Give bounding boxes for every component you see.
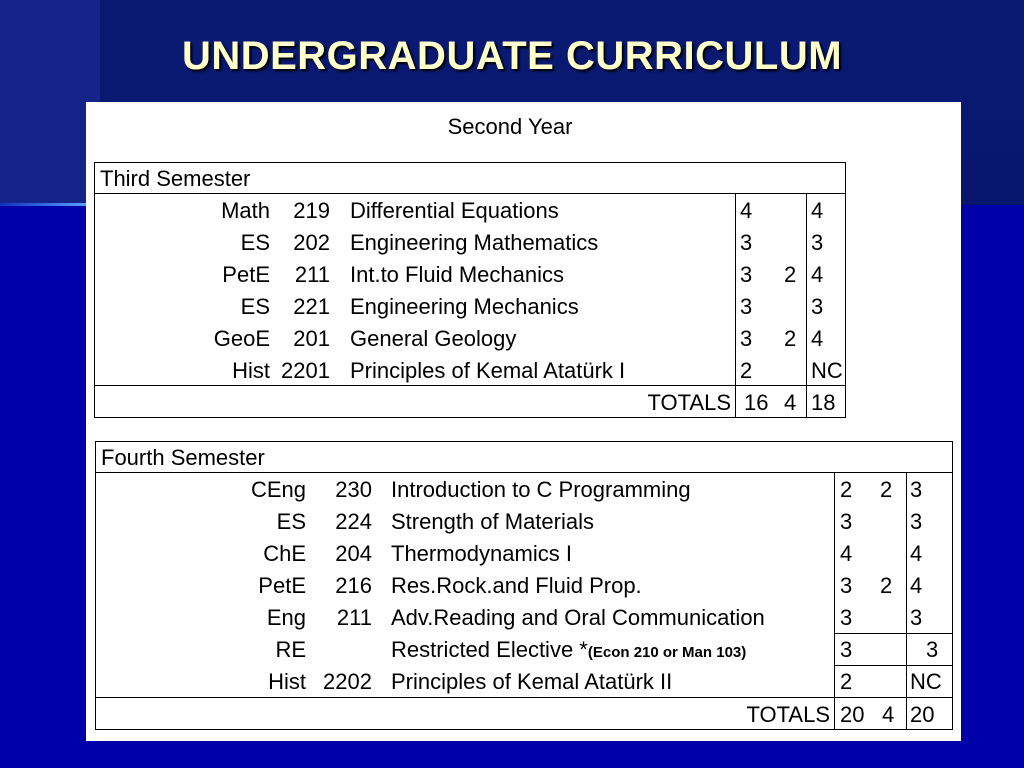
slide-title: UNDERGRADUATE CURRICULUM [181, 34, 843, 78]
course-lab-hours [784, 355, 804, 387]
course-department: Eng [266, 605, 306, 630]
course-lab-hours: 2 [880, 573, 893, 598]
course-code: 216 [335, 573, 372, 598]
course-lecture-hours: 3 [740, 294, 753, 319]
third-semester-heading: Third Semester [95, 163, 845, 194]
course-code: 211 [294, 262, 330, 287]
course-credit: NC [910, 669, 942, 694]
course-department: Hist [232, 358, 270, 383]
course-department: ES [276, 509, 306, 534]
course-credit: 4 [811, 326, 824, 351]
course-name: Principles of Kemal Atatürk II [391, 669, 673, 694]
course-lab-hours [880, 634, 900, 666]
course-lecture-hours: 3 [840, 573, 853, 598]
fourth-semester-heading: Fourth Semester [96, 442, 952, 473]
course-lecture-hours: 3 [840, 637, 853, 662]
course-department: GeoE [213, 326, 270, 351]
course-name: Introduction to C Programming [391, 477, 691, 502]
totals-credit: 18 [811, 390, 836, 415]
course-lab-hours [784, 227, 804, 259]
course-code: 219 [293, 198, 330, 223]
course-name: Restricted Elective * [391, 637, 588, 662]
course-code: 211 [336, 605, 372, 630]
course-code: 2201 [281, 358, 330, 383]
course-lab-hours: 2 [784, 262, 797, 287]
slide-background-corner [0, 0, 100, 205]
totals-lecture: 20 [840, 702, 865, 727]
column-divider [806, 194, 807, 417]
course-lab-hours: 2 [784, 326, 797, 351]
totals-lab: 4 [784, 390, 797, 415]
course-credit: 3 [910, 509, 923, 534]
course-department: ES [240, 230, 270, 255]
course-lecture-hours: 3 [740, 230, 753, 255]
course-lecture-hours: 3 [840, 509, 853, 534]
course-code: 204 [335, 541, 372, 566]
course-credit: 3 [811, 230, 824, 255]
course-lecture-hours: 3 [840, 605, 853, 630]
course-lab-hours [880, 666, 900, 698]
course-lecture-hours: 2 [840, 477, 853, 502]
course-name: Res.Rock.and Fluid Prop. [391, 573, 642, 598]
course-department: RE [275, 637, 306, 662]
course-department: ES [240, 294, 270, 319]
course-credit: 3 [811, 294, 824, 319]
course-code: 230 [335, 477, 372, 502]
course-credit: 3 [910, 605, 923, 630]
course-code: 201 [293, 326, 330, 351]
course-name: Int.to Fluid Mechanics [350, 262, 564, 287]
course-lab-hours [880, 538, 900, 570]
totals-credit: 20 [910, 702, 935, 727]
totals-lecture: 16 [744, 390, 769, 415]
course-name: Thermodynamics I [391, 541, 572, 566]
course-name: Adv.Reading and Oral Communication [391, 605, 765, 630]
totals-label: TOTALS [647, 390, 731, 415]
course-credit: 3 [926, 637, 939, 662]
course-lecture-hours: 4 [740, 198, 753, 223]
curriculum-panel [86, 102, 961, 741]
course-credit: 4 [910, 541, 923, 566]
course-lecture-hours: 2 [740, 358, 753, 383]
course-credit: 3 [910, 477, 923, 502]
column-divider [735, 194, 736, 417]
course-department: ChE [263, 541, 306, 566]
totals-lab: 4 [882, 702, 895, 727]
course-code [316, 634, 372, 666]
course-note: (Econ 210 or Man 103) [587, 644, 747, 661]
fourth-semester-table [95, 441, 953, 730]
course-credit: 4 [910, 573, 923, 598]
course-department: Math [221, 198, 270, 223]
course-code: 221 [293, 294, 330, 319]
course-name: Strength of Materials [391, 509, 594, 534]
course-name-row [391, 634, 746, 666]
totals-label: TOTALS [746, 702, 830, 727]
course-department: Hist [268, 669, 306, 694]
course-lab-hours [784, 291, 804, 323]
course-lab-hours [880, 506, 900, 538]
course-lab-hours [784, 195, 804, 227]
course-lecture-hours: 2 [840, 669, 853, 694]
course-name: Engineering Mechanics [350, 294, 579, 319]
accent-line [0, 203, 88, 206]
course-lecture-hours: 3 [740, 262, 753, 287]
column-divider [906, 473, 907, 729]
year-heading: Second Year [447, 114, 573, 139]
course-lecture-hours: 3 [740, 326, 753, 351]
course-lab-hours: 2 [880, 477, 893, 502]
course-name: Differential Equations [350, 198, 559, 223]
course-department: PetE [258, 573, 306, 598]
course-department: CEng [250, 477, 306, 502]
column-divider [834, 473, 835, 729]
course-code: 224 [335, 509, 372, 534]
course-name: Principles of Kemal Atatürk I [350, 358, 626, 383]
course-credit: NC [811, 358, 843, 383]
course-lecture-hours: 4 [840, 541, 853, 566]
course-code: 202 [293, 230, 330, 255]
course-name: Engineering Mathematics [350, 230, 599, 255]
course-credit: 4 [811, 262, 824, 287]
course-name: General Geology [350, 326, 517, 351]
third-semester-table [94, 162, 846, 418]
course-lab-hours [880, 602, 900, 634]
course-credit: 4 [811, 198, 824, 223]
course-code: 2202 [323, 669, 372, 694]
course-department: PetE [222, 262, 270, 287]
